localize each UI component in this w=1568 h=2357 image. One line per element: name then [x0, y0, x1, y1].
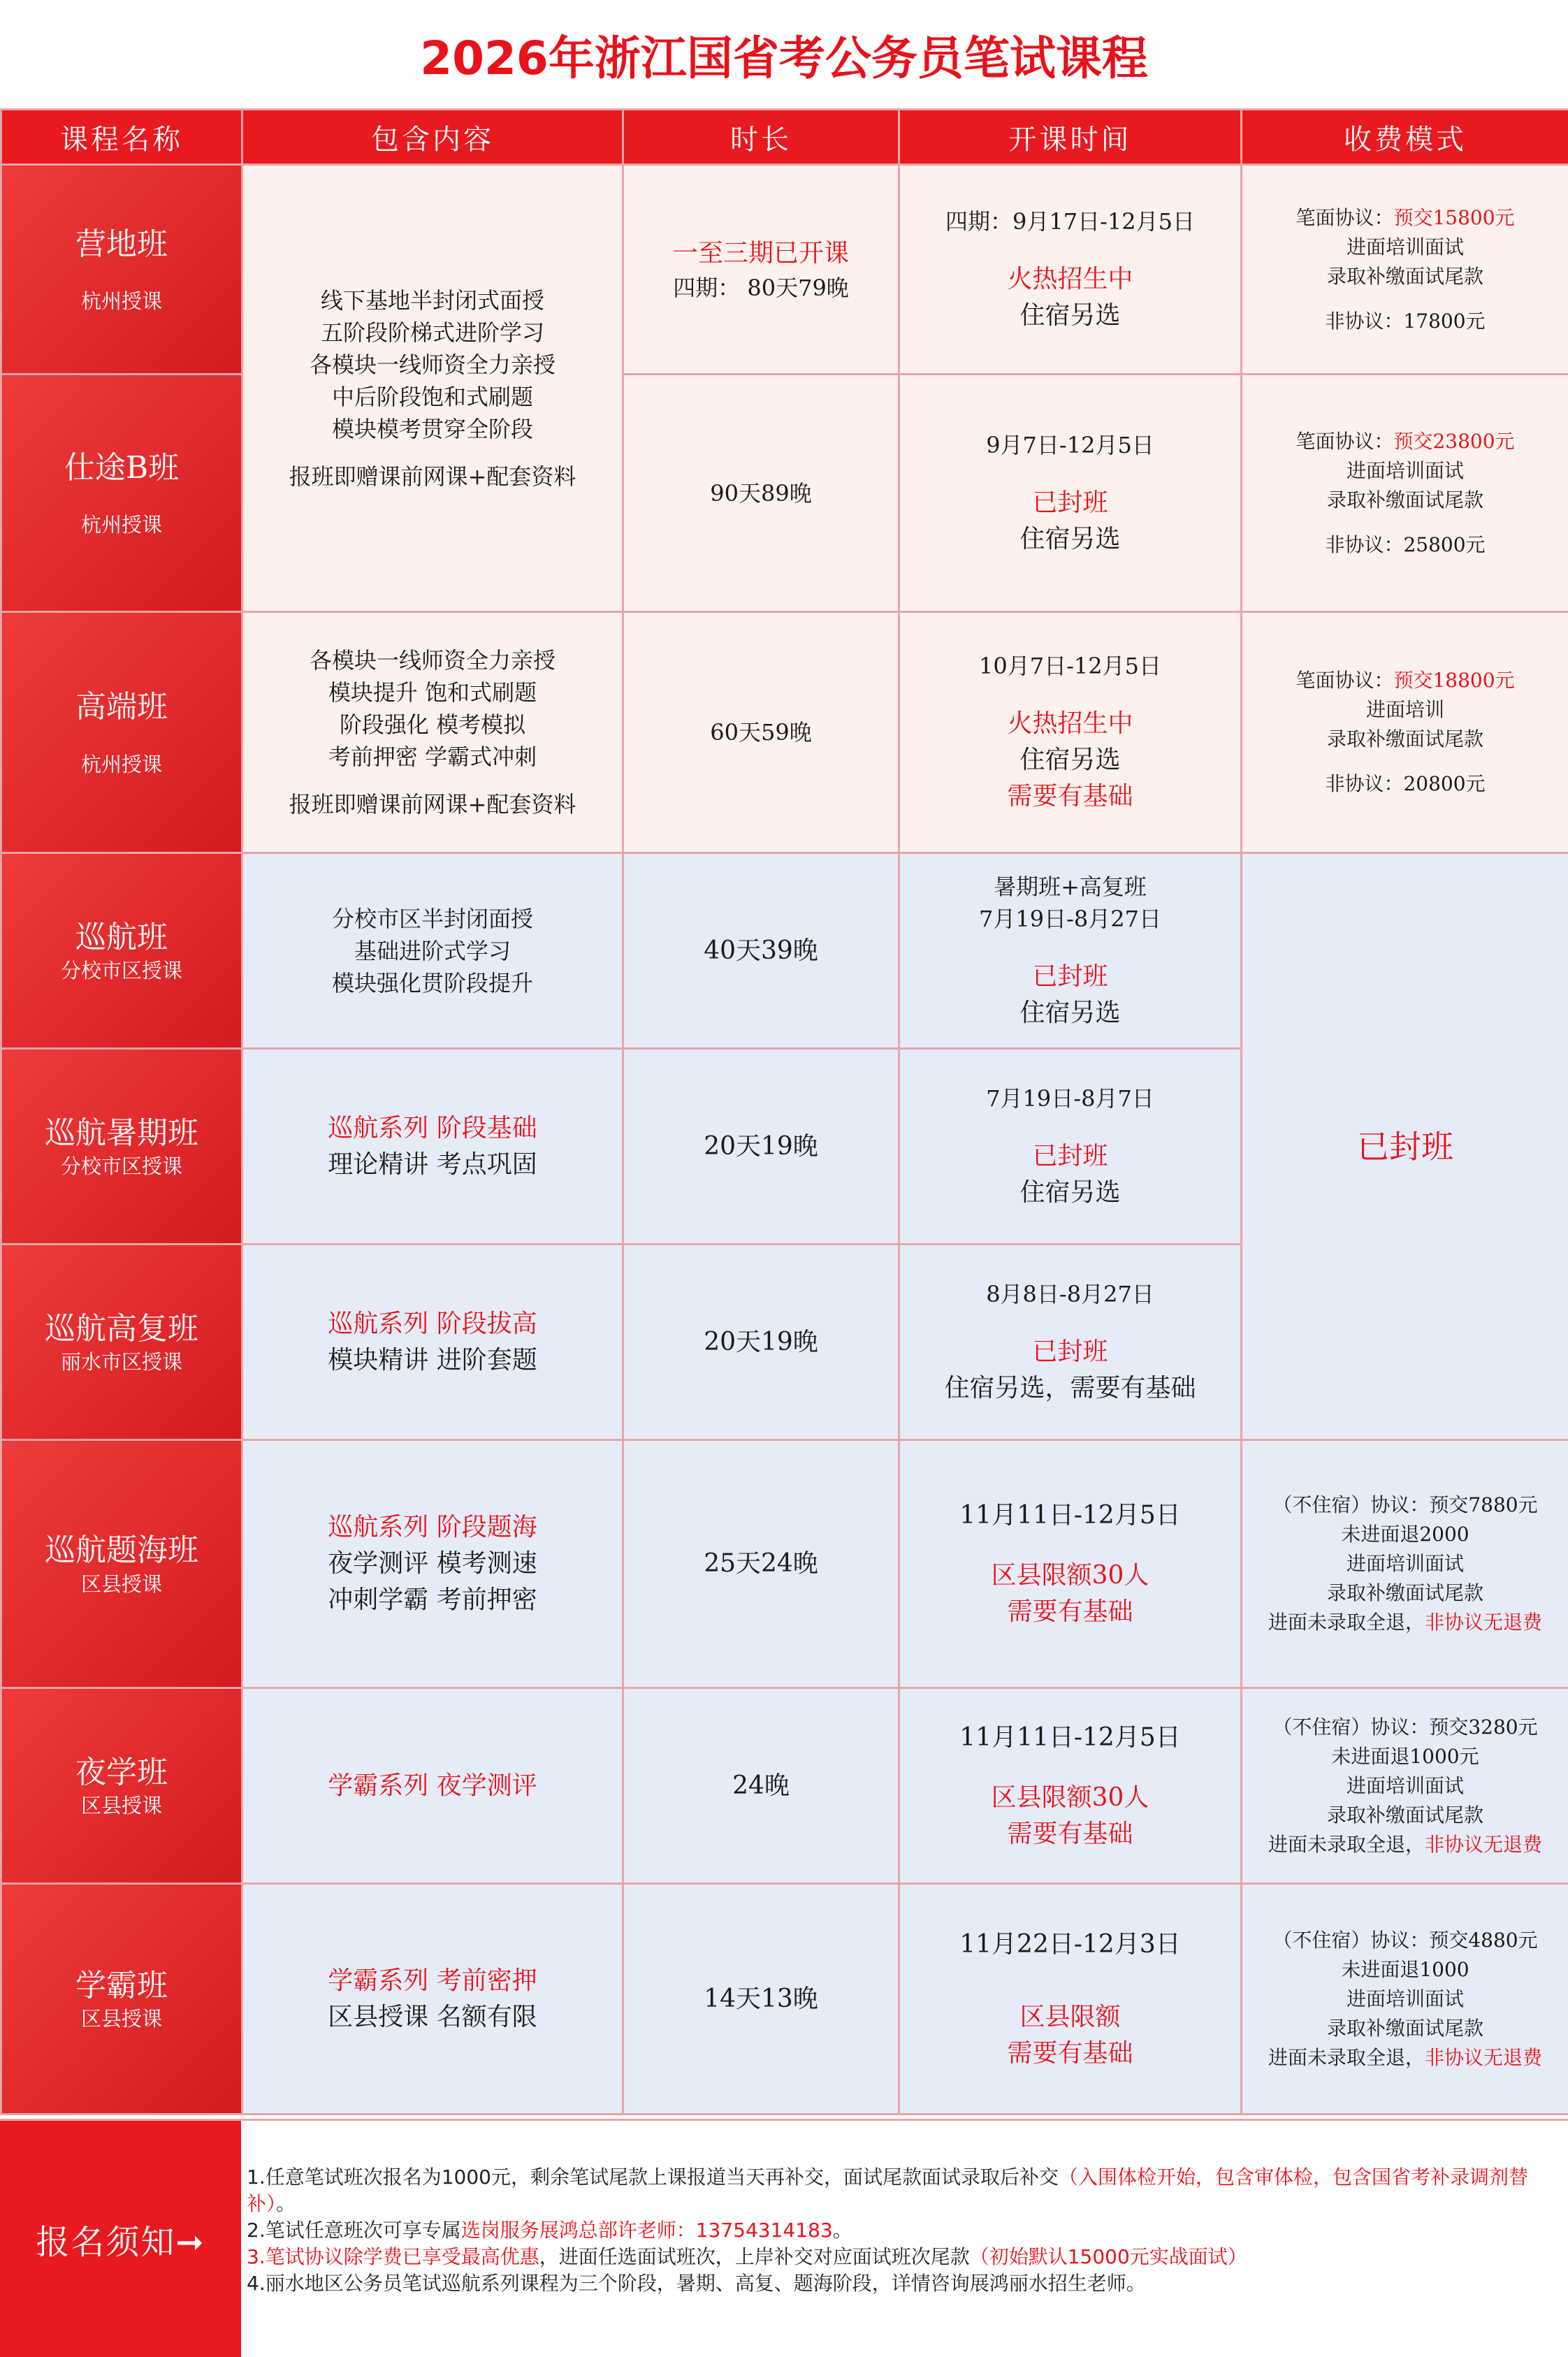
content-line: 五阶段阶梯式进阶学习 [243, 317, 622, 349]
schedule-dates: 7月19日-8月27日 [900, 903, 1240, 935]
fee-line: 进面培训面试 [1242, 1549, 1568, 1579]
schedule-cell [899, 1245, 1242, 1440]
duration-value: 25天24晚 [624, 1546, 898, 1582]
fee-cell [1242, 612, 1568, 853]
duration-cell [623, 612, 899, 853]
schedule-status: 已封班 [900, 1334, 1240, 1370]
schedule-dates: 9月7日-12月5日 [900, 429, 1240, 461]
fee-line: （不住宿）协议：预交3280元 [1242, 1713, 1568, 1742]
fee-sealed-status: 已封班 [1242, 1126, 1568, 1168]
fee-line: 非协议：17800元 [1242, 307, 1568, 336]
notice-highlight: 3.笔试协议除学费已享受最高优惠 [247, 2245, 539, 2268]
content-line: 线下基地半封闭式面授 [243, 284, 622, 317]
content-line: 各模块一线师资全力亲授 [243, 349, 622, 381]
registration-notice [0, 2119, 1568, 2357]
fee-refund: 进面未录取全退， [1268, 1833, 1425, 1856]
content-cell [242, 1884, 623, 2115]
duration-value: 60天59晚 [624, 716, 898, 748]
content-line: 考前押密 学霸式冲刺 [243, 741, 622, 773]
duration-cell [623, 1245, 899, 1440]
fee-line: 非协议：25800元 [1242, 530, 1568, 560]
content-line: 中后阶段饱和式刷题 [243, 381, 622, 413]
schedule-cell [899, 1688, 1242, 1884]
fee-cell [1242, 1440, 1568, 1688]
course-location: 分校市区授课 [2, 1154, 241, 1180]
duration-value: 40天39晚 [624, 933, 898, 969]
schedule-cell [899, 612, 1242, 853]
content-line: 学霸系列 考前密押 [243, 1963, 622, 1999]
content-cell [242, 1688, 623, 1884]
fee-deposit: 预交18800元 [1393, 669, 1514, 692]
header-course-name: 课程名称 [1, 110, 242, 165]
content-line: 阶段强化 模考模拟 [243, 709, 622, 741]
content-cell [242, 1245, 623, 1440]
content-line: 学霸系列 夜学测评 [243, 1768, 622, 1804]
duration-cell [623, 1049, 899, 1245]
schedule-cell [899, 853, 1242, 1049]
notice-text: 4.丽水地区公务员笔试巡航系列课程为三个阶段，暑期、高复、题海阶段，详情咨询展鸿丽水招生老师。 [247, 2272, 1146, 2295]
duration-value: 四期： 80天79晚 [624, 272, 898, 304]
fee-deposit: 预交15800元 [1393, 206, 1514, 229]
course-name-cell [1, 1245, 242, 1440]
schedule-dates: 7月19日-8月7日 [900, 1082, 1240, 1115]
header-content: 包含内容 [242, 110, 623, 165]
fee-cell [1242, 1688, 1568, 1884]
schedule-status: 已封班 [900, 959, 1240, 995]
fee-label: 笔面协议： [1295, 430, 1393, 453]
fee-no-refund: 非协议无退费 [1425, 1833, 1542, 1856]
fee-line: 未进面退1000 [1242, 1955, 1568, 1985]
notice-body [241, 2121, 1568, 2357]
schedule-note: 住宿另选 [900, 1175, 1240, 1211]
notice-label: 报名须知➞ [0, 2121, 241, 2357]
content-line: 报班即赠课前网课+配套资料 [243, 460, 622, 493]
duration-cell [623, 853, 899, 1049]
schedule-requirement: 需要有基础 [900, 1816, 1240, 1852]
course-name-cell [1, 1440, 242, 1688]
content-line: 模块精讲 进阶套题 [243, 1342, 622, 1379]
content-cell [242, 165, 623, 612]
duration-cell [623, 1440, 899, 1688]
schedule-dates: 10月7日-12月5日 [900, 650, 1240, 682]
fee-line: 录取补缴面试尾款 [1242, 262, 1568, 291]
schedule-cell [899, 375, 1242, 612]
content-line: 巡航系列 阶段拔高 [243, 1306, 622, 1342]
content-line: 巡航系列 阶段基础 [243, 1110, 622, 1147]
fee-line: 进面培训 [1242, 695, 1568, 725]
content-line: 区县授课 名额有限 [243, 1999, 622, 2036]
fee-line: 未进面退1000元 [1242, 1742, 1568, 1771]
course-name-cell [1, 1884, 242, 2115]
content-line: 冲刺学霸 考前押密 [243, 1582, 622, 1618]
course-location: 分校市区授课 [2, 958, 241, 985]
header-row [1, 110, 1568, 165]
schedule-note: 住宿另选 [900, 298, 1240, 334]
table-row [1, 612, 1568, 853]
course-name: 学霸班 [2, 1965, 241, 2006]
course-location: 杭州授课 [2, 289, 241, 315]
schedule-cell [899, 1884, 1242, 2115]
course-name-cell [1, 612, 242, 853]
schedule-cell [899, 1049, 1242, 1245]
notice-item [247, 2270, 1554, 2297]
content-line: 理论精讲 考点巩固 [243, 1147, 622, 1183]
fee-line: 进面培训面试 [1242, 233, 1568, 262]
content-line: 夜学测评 模考测速 [243, 1546, 622, 1582]
course-name-cell [1, 375, 242, 612]
content-cell [242, 853, 623, 1049]
notice-item [247, 2164, 1554, 2217]
schedule-dates: 11月11日-12月5日 [900, 1497, 1240, 1534]
schedule-status: 火热招生中 [900, 261, 1240, 298]
fee-line: 录取补缴面试尾款 [1242, 1801, 1568, 1830]
course-name-cell [1, 1688, 242, 1884]
course-location: 区县授课 [2, 2006, 241, 2033]
content-line: 巡航系列 阶段题海 [243, 1509, 622, 1546]
fee-line: 未进面退2000 [1242, 1520, 1568, 1549]
schedule-dates: 8月8日-8月27日 [900, 1278, 1240, 1310]
fee-cell [1242, 375, 1568, 612]
duration-cell [623, 165, 899, 375]
schedule-cell [899, 165, 1242, 375]
schedule-dates: 11月11日-12月5日 [900, 1720, 1240, 1756]
course-location: 杭州授课 [2, 512, 241, 539]
fee-cell-sealed [1242, 853, 1568, 1440]
header-duration: 时长 [623, 110, 899, 165]
table-row [1, 1440, 1568, 1688]
fee-cell [1242, 1884, 1568, 2115]
content-cell [242, 612, 623, 853]
course-location: 丽水市区授课 [2, 1349, 241, 1376]
course-name-cell [1, 165, 242, 375]
schedule-dates: 11月22日-12月3日 [900, 1927, 1240, 1963]
course-name: 高端班 [2, 686, 241, 727]
course-name: 营地班 [2, 224, 241, 265]
course-name: 仕途B班 [2, 447, 241, 488]
fee-no-refund: 非协议无退费 [1425, 2046, 1542, 2069]
notice-text: ，进面任选面试班次，上岸补交对应面试班次尾款 [539, 2245, 970, 2268]
content-line: 报班即赠课前网课+配套资料 [243, 788, 622, 820]
fee-line: （不住宿）协议：预交7880元 [1242, 1491, 1568, 1520]
schedule-status: 火热招生中 [900, 706, 1240, 742]
table-row [1, 1688, 1568, 1884]
fee-line: 录取补缴面试尾款 [1242, 725, 1568, 754]
course-name: 夜学班 [2, 1752, 241, 1793]
duration-cell [623, 1688, 899, 1884]
notice-item [247, 2217, 1554, 2244]
content-line: 模块模考贯穿全阶段 [243, 413, 622, 445]
schedule-status: 区县限额30人 [900, 1780, 1240, 1816]
content-line: 各模块一线师资全力亲授 [243, 644, 622, 676]
course-name: 巡航题海班 [2, 1530, 241, 1571]
header-fee-mode: 收费模式 [1242, 110, 1568, 165]
schedule-note: 住宿另选，需要有基础 [900, 1370, 1240, 1407]
notice-text: 2.笔试任意班次可享专属 [247, 2219, 461, 2242]
duration-value: 20天19晚 [624, 1129, 898, 1165]
course-name: 巡航班 [2, 917, 241, 958]
duration-cell [623, 375, 899, 612]
fee-line: 进面培训面试 [1242, 1985, 1568, 2014]
schedule-note: 住宿另选 [900, 742, 1240, 778]
course-name-cell [1, 1049, 242, 1245]
table-row [1, 165, 1568, 375]
fee-refund: 进面未录取全退， [1268, 1611, 1425, 1634]
schedule-status: 区县限额 [900, 1999, 1240, 2036]
fee-line: 进面培训面试 [1242, 456, 1568, 486]
table-row [1, 853, 1568, 1049]
schedule-requirement: 需要有基础 [900, 1594, 1240, 1630]
course-location: 区县授课 [2, 1793, 241, 1820]
notice-item [247, 2244, 1554, 2270]
schedule-dates: 暑期班+高复班 [900, 871, 1240, 903]
table-row [1, 375, 1568, 612]
fee-label: 笔面协议： [1295, 669, 1393, 692]
fee-line: 录取补缴面试尾款 [1242, 2014, 1568, 2043]
content-line: 模块强化贯阶段提升 [243, 967, 622, 999]
notice-text: 1.任意笔试班次报名为1000元，剩余笔试尾款上课报道当天再补交，面试尾款面试录取后补交 [247, 2166, 1059, 2189]
fee-line: 进面培训面试 [1242, 1771, 1568, 1801]
duration-value: 24晚 [624, 1768, 898, 1804]
schedule-dates: 四期：9月17日-12月5日 [900, 205, 1240, 238]
course-name: 巡航高复班 [2, 1308, 241, 1349]
notice-highlight: （入围体检开始，包含审体检，包含国省考补录调剂替补） [247, 2166, 1528, 2215]
notice-highlight: 选岗服务展鸿总部许老师：13754314183 [461, 2219, 833, 2242]
schedule-requirement: 需要有基础 [900, 778, 1240, 815]
course-name: 巡航暑期班 [2, 1112, 241, 1154]
content-cell [242, 1049, 623, 1245]
fee-no-refund: 非协议无退费 [1425, 1611, 1542, 1634]
course-location: 杭州授课 [2, 752, 241, 778]
table-row [1, 1884, 1568, 2115]
content-line: 基础进阶式学习 [243, 935, 622, 967]
course-name-cell [1, 853, 242, 1049]
schedule-cell [899, 1440, 1242, 1688]
schedule-note: 住宿另选 [900, 521, 1240, 558]
fee-line: 录取补缴面试尾款 [1242, 1579, 1568, 1608]
content-cell [242, 1440, 623, 1688]
fee-line: 录取补缴面试尾款 [1242, 486, 1568, 515]
fee-cell [1242, 165, 1568, 375]
fee-line: 非协议：20800元 [1242, 769, 1568, 799]
notice-text: 。 [276, 2192, 296, 2215]
schedule-note: 住宿另选 [900, 995, 1240, 1031]
schedule-status: 已封班 [900, 1138, 1240, 1175]
duration-cell [623, 1884, 899, 2115]
notice-highlight: （初始默认15000元实战面试） [970, 2245, 1247, 2268]
schedule-status: 区县限额30人 [900, 1558, 1240, 1594]
page-title: 2026年浙江国省考公务员笔试课程 [0, 0, 1568, 110]
content-line: 分校市区半封闭面授 [243, 903, 622, 935]
duration-note: 一至三期已开课 [624, 235, 898, 272]
notice-text: 。 [833, 2219, 852, 2242]
header-start-time: 开课时间 [899, 110, 1242, 165]
fee-refund: 进面未录取全退， [1268, 2046, 1425, 2069]
content-line: 模块提升 饱和式刷题 [243, 676, 622, 709]
fee-deposit: 预交23800元 [1393, 430, 1514, 453]
duration-value: 90天89晚 [624, 477, 898, 509]
duration-value: 20天19晚 [624, 1324, 898, 1361]
schedule-status: 已封班 [900, 485, 1240, 521]
course-table [0, 108, 1568, 2115]
schedule-requirement: 需要有基础 [900, 2036, 1240, 2072]
fee-line: （不住宿）协议：预交4880元 [1242, 1926, 1568, 1955]
fee-label: 笔面协议： [1295, 206, 1393, 229]
duration-value: 14天13晚 [624, 1981, 898, 2017]
course-location: 区县授课 [2, 1572, 241, 1598]
